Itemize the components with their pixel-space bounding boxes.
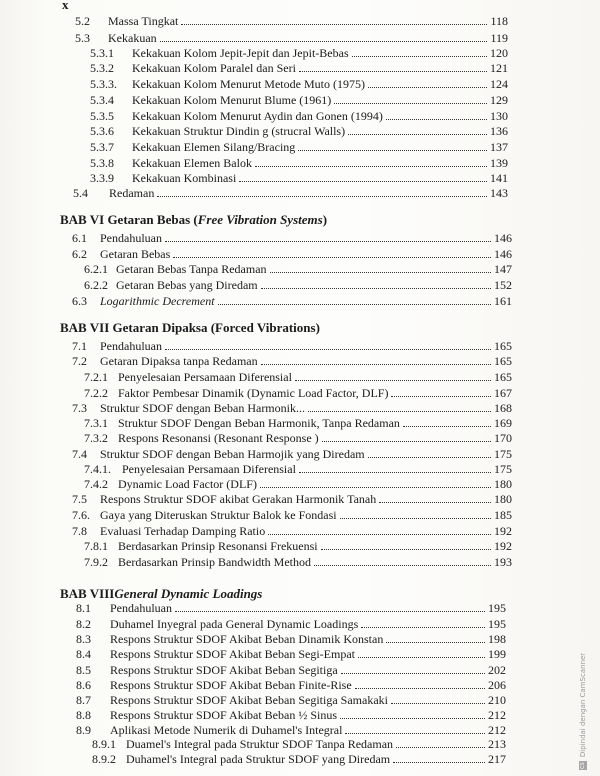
toc-entry-title: Respons Struktur SDOF akibat Gerakan Harmonik Tanah: [100, 492, 377, 506]
toc-entry-title: Respons Resonansi (Resonant Response ): [118, 431, 319, 445]
toc-entry-number: 7.8: [72, 524, 87, 538]
dot-leader: [386, 109, 487, 120]
toc-entry-title: Berdasarkan Prinsip Bandwidth Method: [118, 555, 311, 569]
toc-entry-title: Gaya yang Diteruskan Struktur Balok ke Fondasi: [100, 508, 337, 522]
toc-entry-page: 198: [488, 632, 506, 646]
toc-entry-number: 7.2.2: [84, 386, 108, 400]
toc-entry: [84, 462, 512, 476]
toc-entry-number: 8.7: [76, 693, 91, 707]
page-number: x: [62, 0, 69, 12]
toc-entry-number: 8.5: [76, 663, 91, 677]
toc-entry-title: Aplikasi Metode Numerik di Duhamel's Integral: [110, 723, 343, 737]
toc-entry: [72, 492, 512, 506]
toc-entry-page: 141: [490, 171, 508, 185]
heading-bab6: [60, 212, 327, 228]
toc-entry-page: 199: [488, 647, 506, 661]
toc-entry-page: 124: [490, 77, 508, 91]
dot-leader: [391, 386, 491, 397]
toc-entry-page: 169: [494, 416, 512, 430]
toc-entry: [90, 93, 508, 107]
toc-entry-page: 146: [494, 231, 512, 245]
toc-entry-number: 8.6: [76, 678, 91, 692]
toc-entry-title: Kekakuan Kombinasi: [132, 171, 237, 185]
toc-entry-page: 118: [490, 14, 508, 28]
toc-entry-page: 175: [494, 462, 512, 476]
toc-entry: [92, 737, 506, 751]
toc-entry-title: Penyelesaian Persamaan Diferensial: [118, 370, 292, 384]
toc-entry: [76, 647, 506, 661]
toc-entry-page: 180: [494, 477, 512, 491]
toc-entry: [84, 431, 512, 445]
toc-entry-number: 6.3: [72, 294, 87, 308]
toc-entry: [72, 339, 512, 353]
toc-entry-page: 147: [494, 262, 512, 276]
dot-leader: [321, 539, 491, 550]
toc-entry-title: Struktur SDOF dengan Beban Harmojik yang Diredam: [100, 447, 365, 461]
toc-entry-page: 185: [494, 508, 512, 522]
toc-entry-page: 143: [490, 186, 508, 200]
dot-leader: [340, 508, 491, 519]
toc-entry: [90, 140, 508, 154]
toc-entry-page: 213: [488, 737, 506, 751]
toc-entry-number: 5.3.2: [90, 61, 114, 75]
toc-entry: [75, 14, 508, 28]
toc-entry-page: 210: [488, 693, 506, 707]
toc-entry-number: 5.4: [73, 186, 88, 200]
toc-entry-title: Kekakuan Kolom Paralel dan Seri: [132, 61, 296, 75]
toc-entry-title: Respons Struktur SDOF Akibat Beban ½ Sinus: [110, 708, 338, 722]
toc-entry-page: 202: [488, 663, 506, 677]
toc-entry-title: Kekakuan Kolom Menurut Blume (1961): [132, 93, 332, 107]
toc-entry: [84, 386, 512, 400]
dot-leader: [379, 492, 491, 503]
dot-leader: [314, 555, 491, 566]
toc-entry-title: Kekakuan Kolom Menurut Aydin dan Gonen (1994): [132, 109, 383, 123]
toc-entry-number: 7.3.1: [84, 416, 108, 430]
dot-leader: [334, 93, 487, 104]
toc-entry-page: 137: [490, 140, 508, 154]
toc-entry-title: Faktor Pembesar Dinamik (Dynamic Load Factor, DLF): [118, 386, 389, 400]
toc-entry-number: 7.2.1: [84, 370, 108, 384]
dot-leader: [368, 447, 491, 458]
dot-leader: [261, 278, 491, 289]
toc-entry-title: Pendahuluan: [100, 231, 162, 245]
toc-entry: [84, 555, 512, 569]
toc-entry-title: Respons Struktur SDOF Akibat Beban Dinamik Konstan: [110, 632, 384, 646]
toc-entry-title: Getaran Dipaksa tanpa Redaman: [100, 354, 258, 368]
toc-entry-title: Massa Tingkat: [108, 14, 179, 28]
toc-entry: [72, 508, 512, 522]
toc-entry-page: 168: [494, 401, 512, 415]
toc-entry-number: 7.9.2: [84, 555, 108, 569]
toc-entry-page: 161: [494, 294, 512, 308]
heading-bab6-text: BAB VI Getaran Bebas (: [60, 212, 198, 227]
dot-leader: [396, 737, 485, 748]
toc-entry-page: 165: [494, 339, 512, 353]
toc-entry-page: 175: [494, 447, 512, 461]
dot-leader: [340, 708, 485, 719]
heading-bab7-text: BAB VII Getaran Dipaksa (Forced Vibrations): [60, 320, 320, 335]
heading-bab6-text: ): [322, 212, 328, 227]
toc-entry-page: 146: [494, 247, 512, 261]
dot-leader: [160, 31, 487, 42]
toc-entry-page: 170: [494, 431, 512, 445]
dot-leader: [358, 647, 485, 658]
dot-leader: [255, 156, 487, 167]
toc-entry: [84, 416, 512, 430]
toc-entry: [90, 109, 508, 123]
toc-entry-title: Respons Struktur SDOF Akibat Beban Segitiga Samakaki: [110, 693, 388, 707]
toc-entry-page: 193: [494, 555, 512, 569]
toc-entry-number: 5.3.4: [90, 93, 114, 107]
toc-entry-page: 129: [490, 93, 508, 107]
toc-entry: [76, 678, 506, 692]
toc-entry-page: 217: [488, 752, 506, 766]
dot-leader: [341, 663, 485, 674]
toc-entry-title: Getaran Bebas: [100, 247, 171, 261]
toc-entry-page: 192: [494, 539, 512, 553]
dot-leader: [239, 171, 487, 182]
toc-entry-number: 5.3.8: [90, 156, 114, 170]
dot-leader: [165, 231, 491, 242]
dot-leader: [386, 632, 485, 643]
heading-bab8: [60, 586, 262, 602]
toc-entry-title: Kekakuan: [108, 31, 157, 45]
dot-leader: [355, 678, 485, 689]
toc-entry: [84, 262, 512, 276]
toc-entry-number: 8.9.1: [92, 737, 116, 751]
toc-entry-page: 130: [490, 109, 508, 123]
toc-entry-page: 165: [494, 354, 512, 368]
toc-entry-number: 7.4.2: [84, 477, 108, 491]
toc-entry-page: 167: [494, 386, 512, 400]
dot-leader: [308, 401, 491, 412]
toc-entry: [90, 171, 508, 185]
toc-entry-number: 8.8: [76, 708, 91, 722]
toc-entry: [90, 124, 508, 138]
toc-entry: [72, 354, 512, 368]
toc-entry: [76, 632, 506, 646]
toc-entry: [76, 693, 506, 707]
toc-entry: [72, 247, 512, 261]
toc-entry: [84, 477, 512, 491]
toc-entry: [92, 752, 506, 766]
toc-entry: [72, 294, 512, 308]
toc-entry-number: 7.3.2: [84, 431, 108, 445]
toc-entry-number: 7.6.: [72, 508, 90, 522]
toc-entry-page: 121: [490, 61, 508, 75]
toc-entry-title: Respons Struktur SDOF Akibat Beban Finite-Rise: [110, 678, 352, 692]
toc-entry: [84, 278, 512, 292]
toc-entry-number: 6.2: [72, 247, 87, 261]
heading-bab8-text: General Dynamic Loadings: [114, 586, 263, 601]
toc-entry-title: Kekakuan Kolom Jepit-Jepit dan Jepit-Bebas: [132, 46, 349, 60]
toc-entry-title: Respons Struktur SDOF Akibat Beban Segitiga: [110, 663, 338, 677]
toc-entry-title: Kekakuan Elemen Balok: [132, 156, 252, 170]
toc-entry: [76, 617, 506, 631]
toc-entry-number: 5.3.3.: [90, 77, 117, 91]
toc-entry-title: Struktur SDOF Dengan Beban Harmonik, Tanpa Redaman: [118, 416, 400, 430]
toc-entry-title: Getaran Bebas yang Diredam: [116, 278, 258, 292]
toc-entry-title: Duamel's Integral pada Struktur SDOF Tanpa Redaman: [126, 737, 394, 751]
toc-entry: [72, 401, 512, 415]
toc-entry-title: Getaran Bebas Tanpa Redaman: [116, 262, 267, 276]
toc-entry-title: Evaluasi Terhadap Damping Ratio: [100, 524, 266, 538]
toc-entry-page: 165: [494, 370, 512, 384]
toc-entry-number: 5.3.6: [90, 124, 114, 138]
toc-entry-number: 8.9: [76, 723, 91, 737]
toc-entry-page: 152: [494, 278, 512, 292]
toc-entry-title: Duhamel Inyegral pada General Dynamic Loadings: [110, 617, 359, 631]
dot-leader: [299, 462, 491, 473]
dot-leader: [393, 752, 485, 763]
dot-leader: [298, 140, 487, 151]
toc-entry: [72, 231, 512, 245]
toc-entry-number: 7.4: [72, 447, 87, 461]
toc-entry-title: Redaman: [109, 186, 155, 200]
toc-entry: [76, 663, 506, 677]
toc-entry-title: Duhamel's Integral pada Struktur SDOF yang Diredam: [126, 752, 391, 766]
toc-entry-title: Kekakuan Elemen Silang/Bracing: [132, 140, 296, 154]
toc-entry-title: Dynamic Load Factor (DLF): [118, 477, 257, 491]
toc-entry-number: 6.2.1: [84, 262, 108, 276]
dot-leader: [270, 262, 491, 273]
toc-entry: [90, 77, 508, 91]
toc-entry: [90, 46, 508, 60]
camscanner-logo-icon: CS: [580, 762, 586, 769]
toc-entry-page: 120: [490, 46, 508, 60]
dot-leader: [299, 61, 487, 72]
toc-entry-page: 136: [490, 124, 508, 138]
toc-entry: [72, 447, 512, 461]
scanner-text: Dipindai dengan CamScanner: [579, 652, 587, 758]
toc-entry-page: 195: [488, 601, 506, 615]
toc-entry-title: Kekakuan Struktur Dindin g (strucral Walls): [132, 124, 346, 138]
toc-entry-number: 7.8.1: [84, 539, 108, 553]
dot-leader: [322, 431, 491, 442]
toc-entry-number: 5.2: [75, 14, 90, 28]
toc-entry-number: 8.9.2: [92, 752, 116, 766]
toc-entry-number: 6.1: [72, 231, 87, 245]
toc-entry-number: 6.2.2: [84, 278, 108, 292]
toc-entry-number: 8.4: [76, 647, 91, 661]
heading-bab6-text: Free Vibration Systems: [197, 212, 323, 227]
toc-entry-number: 7.5: [72, 492, 87, 506]
toc-entry-number: 7.1: [72, 339, 87, 353]
dot-leader: [348, 124, 487, 135]
toc-entry: [75, 31, 508, 45]
toc-entry-number: 7.4.1.: [84, 462, 111, 476]
heading-bab8-text: BAB VIII: [60, 586, 115, 601]
dot-leader: [391, 693, 485, 704]
dot-leader: [352, 46, 487, 57]
toc-entry-number: 7.2: [72, 354, 87, 368]
toc-entry: [84, 539, 512, 553]
toc-entry-title: Respons Struktur SDOF Akibat Beban Segi-Empat: [110, 647, 355, 661]
toc-entry: [73, 186, 508, 200]
toc-entry: [84, 370, 512, 384]
toc-entry-number: 8.2: [76, 617, 91, 631]
toc-entry-title: Pendahuluan: [100, 339, 162, 353]
toc-entry-title: Berdasarkan Prinsip Resonansi Frekuensi: [118, 539, 318, 553]
toc-entry: [72, 524, 512, 538]
dot-leader: [218, 294, 491, 305]
toc-entry-page: 192: [494, 524, 512, 538]
toc-entry: [76, 601, 506, 615]
toc-entry-page: 119: [490, 31, 508, 45]
toc-entry-page: 195: [488, 617, 506, 631]
dot-leader: [345, 723, 485, 734]
toc-entry-number: 5.3.1: [90, 46, 114, 60]
toc-entry-number: 8.1: [76, 601, 91, 615]
dot-leader: [295, 370, 491, 381]
toc-entry-number: 3.3.9: [90, 171, 114, 185]
dot-leader: [181, 14, 487, 25]
heading-bab7: [60, 320, 320, 336]
toc-entry-page: 139: [490, 156, 508, 170]
dot-leader: [175, 601, 485, 612]
toc-entry-number: 8.3: [76, 632, 91, 646]
toc-entry-number: 7.3: [72, 401, 87, 415]
toc-entry: [76, 708, 506, 722]
dot-leader: [268, 524, 491, 535]
toc-entry-number: 5.3: [75, 31, 90, 45]
toc-entry-page: 212: [488, 708, 506, 722]
toc-entry-page: 180: [494, 492, 512, 506]
toc-entry: [76, 723, 506, 737]
dot-leader: [368, 77, 487, 88]
dot-leader: [261, 354, 491, 365]
toc-entry-number: 5.3.5: [90, 109, 114, 123]
toc-entry-page: 206: [488, 678, 506, 692]
toc-entry-title: Pendahuluan: [110, 601, 172, 615]
toc-entry-title: Logarithmic Decrement: [100, 294, 215, 308]
dot-leader: [403, 416, 491, 427]
toc-entry-title: Kekakuan Kolom Menurut Metode Muto (1975): [132, 77, 365, 91]
toc-entry-number: 5.3.7: [90, 140, 114, 154]
scanner-watermark: [579, 652, 593, 770]
toc-entry-title: Penyelesaian Persamaan Diferensial: [122, 462, 296, 476]
toc-entry: [90, 61, 508, 75]
dot-leader: [157, 186, 487, 197]
toc-entry-page: 212: [488, 723, 506, 737]
dot-leader: [165, 339, 491, 350]
dot-leader: [260, 477, 491, 488]
dot-leader: [361, 617, 485, 628]
dot-leader: [173, 247, 491, 258]
toc-entry: [90, 156, 508, 170]
toc-entry-title: Struktur SDOF dengan Beban Harmonik...: [100, 401, 305, 415]
